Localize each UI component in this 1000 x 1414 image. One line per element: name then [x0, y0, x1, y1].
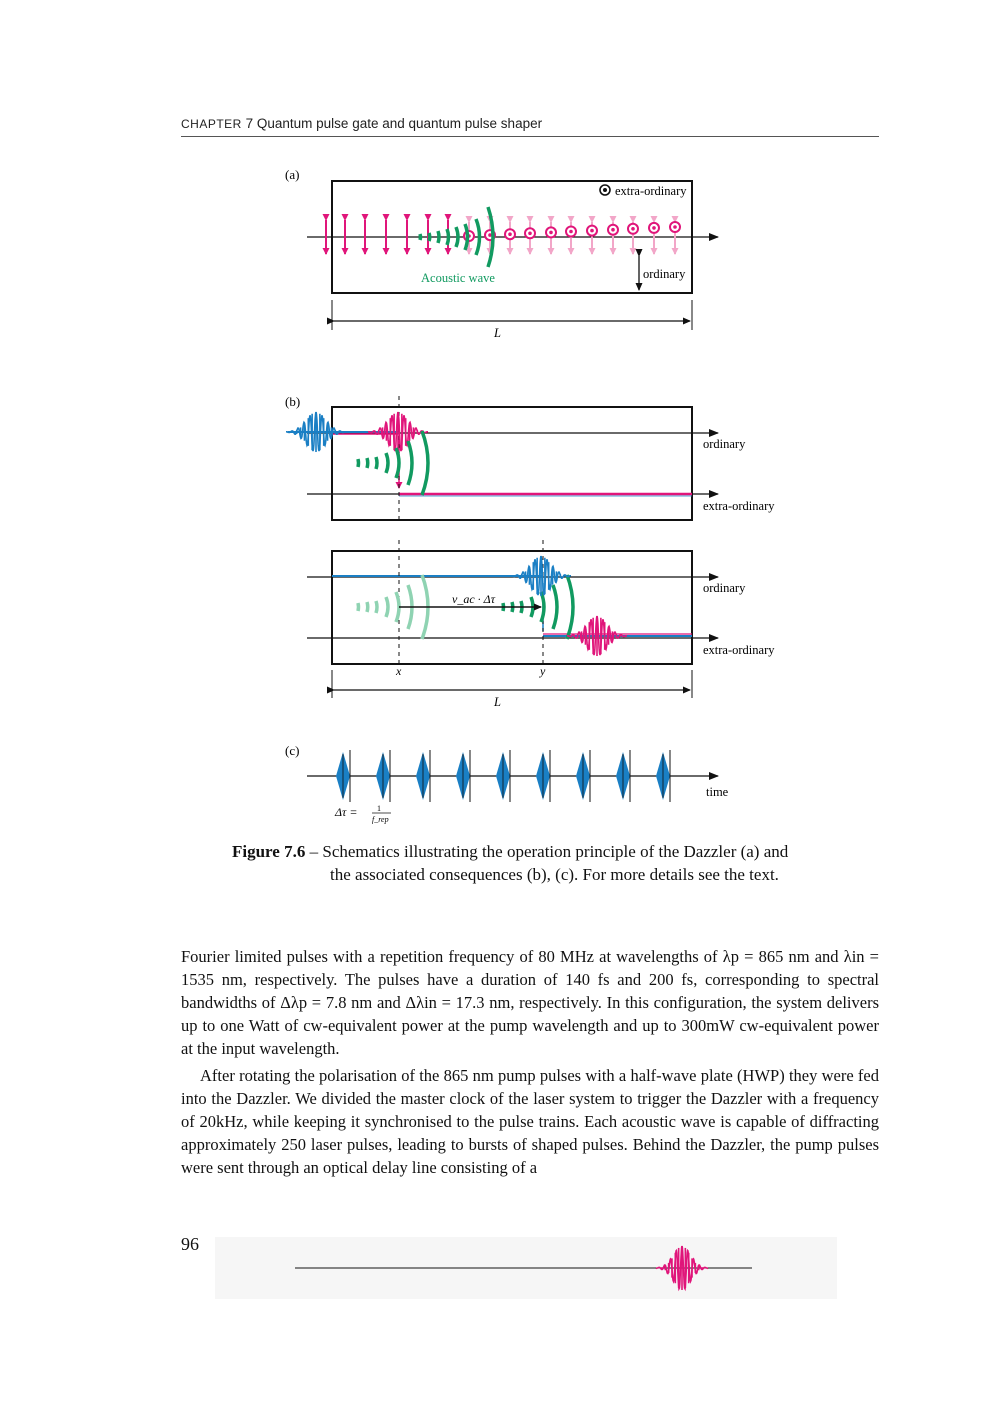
panel-c-label: (c) — [285, 743, 300, 758]
wave-front — [376, 601, 377, 613]
wave-front — [376, 457, 377, 469]
ordinary-label-b1: ordinary — [703, 437, 746, 451]
wave-front — [456, 227, 458, 247]
chapter-number: 7 — [245, 116, 254, 131]
y-position-label: y — [540, 664, 546, 678]
pulse-carrier — [656, 1246, 708, 1289]
wave-front — [420, 234, 421, 240]
paragraph-2: After rotating the polarisation of the 865 nm pump pulses with a half-wave plate (HWP) they were fed into the Dazzler. We divided the master clock of the laser system to trigger the Dazzler with a frequency of 20kHz, while keeping it synchronised to the pulse trains. Each acoustic wave is capable of diffracting approximately 250 laser pulses, leading to bursts of shaped pulses. Behind the Dazzler, the pump pulses were sent through an optical delay line consisting of a — [181, 1066, 879, 1177]
extraordinary-dot — [590, 229, 594, 233]
paragraph-1: Fourier limited pulses with a repetition frequency of 80 MHz at wavelengths of λp = 865 nm and λin = 1535 nm, respectively. The pulses have a duration of 140 fs and 200 fs, corresponding to spectral bandwidths of Δλp = 7.8 nm and Δλin = 17.3 nm, respectively. In this configuration, the system delivers up to one Watt of cw-equivalent power at the pump wavelength and up to 300mW cw-equivalent power at the input wavelength. — [181, 947, 879, 1058]
time-label: time — [706, 785, 729, 799]
extraordinary-dot — [611, 228, 615, 232]
ordinary-label-b2: ordinary — [703, 581, 746, 595]
figure-caption — [232, 840, 872, 886]
extraordinary-legend-text: extra-ordinary — [615, 184, 687, 198]
delta-tau-label: Δτ = — [335, 805, 358, 819]
pulse-train — [336, 750, 670, 802]
panel-b-label: (b) — [285, 394, 301, 409]
wave-front — [429, 233, 430, 241]
frac-denominator: f_rep — [372, 815, 389, 824]
wave-front — [386, 453, 388, 473]
ordinary-legend-text: ordinary — [643, 267, 686, 281]
extraordinary-dot — [631, 227, 635, 231]
wave-front — [367, 602, 368, 612]
wave-front — [367, 458, 368, 468]
extraordinary-label-b1: extra-ordinary — [703, 499, 775, 513]
wave-front — [386, 597, 388, 617]
wave-front — [553, 585, 557, 629]
acoustic-wave-b1 — [358, 431, 428, 495]
extraordinary-dot — [569, 230, 573, 234]
extraordinary-legend-dot — [603, 188, 607, 192]
caption-line2: the associated consequences (b), (c). For more details see the text. — [330, 865, 779, 884]
panel-a-label: (a) — [285, 167, 300, 182]
wave-front — [422, 431, 428, 495]
caption-line1: Schematics illustrating the operation principle of the Dazzler (a) and — [322, 842, 789, 861]
caption-dash: – — [309, 842, 319, 861]
wave-front — [447, 229, 449, 245]
wave-front — [396, 592, 399, 622]
extraordinary-dot — [652, 226, 656, 230]
wave-front — [567, 575, 573, 639]
caption-label: Figure 7.6 — [232, 842, 306, 861]
extraordinary-dot — [508, 232, 512, 236]
wave-front — [396, 448, 399, 478]
velocity-label: v_ac · Δτ — [452, 592, 495, 606]
chapter-title: Quantum pulse gate and quantum pulse shaper — [256, 116, 543, 131]
length-label-a: L — [494, 326, 501, 340]
wave-front — [438, 231, 439, 243]
wave-front — [358, 603, 359, 611]
extraordinary-dot — [549, 231, 553, 235]
length-label-b: L — [494, 695, 501, 709]
wave-front — [408, 441, 412, 485]
extraordinary-dot — [528, 232, 532, 236]
chapter-word: CHAPTER — [181, 117, 242, 131]
x-position-label: x — [396, 664, 402, 678]
extraordinary-label-b2: extra-ordinary — [703, 643, 775, 657]
footer-wave-icon — [656, 1246, 708, 1290]
footer-band — [215, 1237, 837, 1299]
wave-front — [358, 459, 359, 467]
acoustic-wave-label: Acoustic wave — [421, 271, 495, 285]
page-number: 96 — [181, 1234, 199, 1254]
wave-front — [541, 592, 544, 622]
frac-numerator: 1 — [377, 804, 381, 813]
extraordinary-dot — [673, 225, 677, 229]
